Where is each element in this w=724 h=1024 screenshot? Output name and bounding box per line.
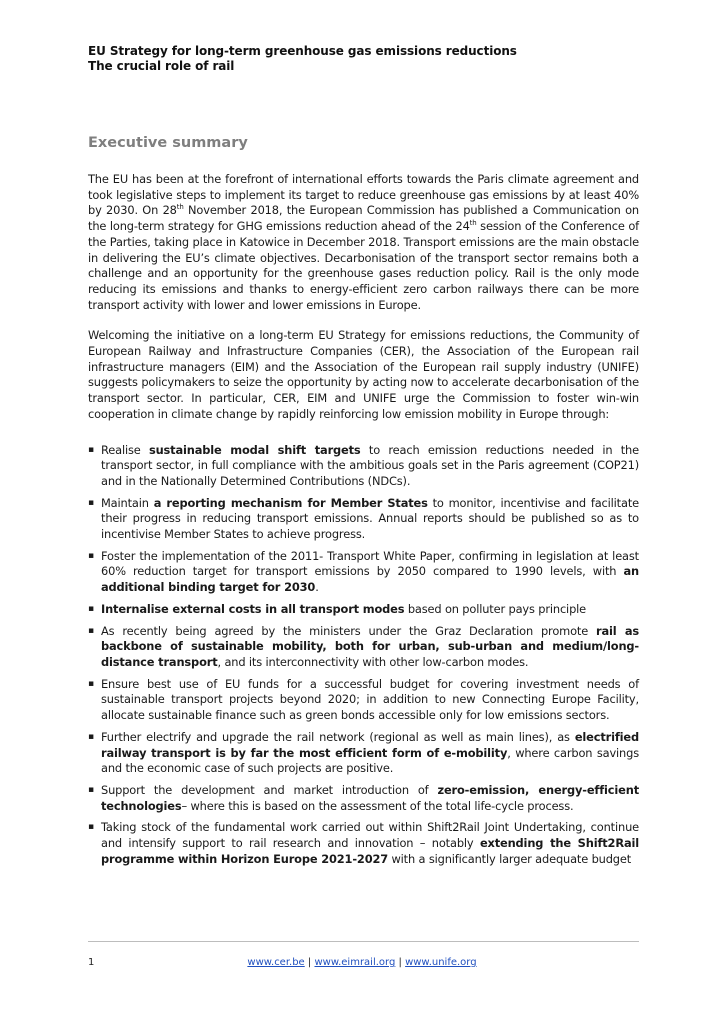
bullet-marker: ▪ [88, 784, 94, 795]
footer-divider [88, 941, 639, 942]
item-text: Taking stock of the fundamental work carried out within Shift2Rail Joint Undertaking, continue and intensify support to rail research and innovation – notably [101, 820, 639, 851]
document-page [88, 44, 639, 873]
item-text: to monitor, incentivise and facilitate their progress in reducing transport emissions. Annual reports should be published so as to incentivise Member States to achieve progress. [101, 495, 640, 542]
item-bold-text: zero-emission, energy-efficient technologies [101, 782, 639, 813]
list-item [88, 549, 639, 596]
item-bold-text: sustainable modal shift targets [148, 442, 361, 457]
item-text: . [315, 580, 319, 595]
bullet-marker: ▪ [88, 603, 94, 614]
item-text: , and its interconnectivity with other low-carbon modes. [217, 654, 529, 669]
superscript-th-1: th [176, 203, 184, 212]
list-item [88, 677, 639, 724]
item-text: Realise [101, 442, 149, 457]
item-text: As recently being agreed by the ministers under the Graz Declaration promote [101, 623, 597, 638]
cer-link[interactable]: www.cer.be [247, 957, 305, 968]
document-title-line-1: EU Strategy for long-term greenhouse gas emissions reductions [88, 44, 517, 58]
bullet-marker: ▪ [88, 731, 94, 742]
item-text: – where this is based on the assessment of the total life-cycle process. [181, 798, 574, 813]
list-item [88, 820, 639, 867]
document-title-line-2: The crucial role of rail [88, 59, 235, 73]
superscript-th-2: th [469, 219, 477, 228]
recommendations-list [88, 443, 639, 868]
item-text: Maintain [101, 495, 154, 510]
list-item [88, 783, 639, 814]
bullet-marker: ▪ [88, 822, 94, 833]
intro-text-part-2: November 2018, the European Commission has published a Communication on the long-term strategy for GHG emissions reduction ahead of the 24 [88, 203, 639, 234]
item-bold-text: electrified railway transport is by far the most efficient form of e-mobility [101, 729, 639, 760]
welcome-paragraph: Welcoming the initiative on a long-term EU Strategy for emissions reductions, the Community of European Railway and Infrastructure Companies (CER), the Association of the European rail infrastructure managers (EIM) and the Association of the European rail supply industry (UNIFE) suggests policymakers to seize the opportunity by acting now to accelerate decarbonisation of the transport sector. In particular, CER, EIM and UNIFE urge the Commission to foster win-win cooperation in climate change by rapidly reinforcing low emission mobility in Europe through: [88, 328, 639, 421]
intro-text-part-1: The EU has been at the forefront of international efforts towards the Paris climate agreement and took legislative steps to implement its target to reduce greenhouse gas emissions by at least 40% by 2030. On 28 [88, 172, 639, 218]
item-text: Support the development and market introduction of [101, 782, 438, 797]
list-item [88, 443, 639, 490]
item-text: based on polluter pays principle [404, 601, 587, 616]
list-item [88, 602, 639, 618]
intro-paragraph [88, 172, 639, 313]
executive-summary-heading: Executive summary [88, 135, 248, 151]
item-text: Foster the implementation of the 2011- Transport White Paper, confirming in legislation at least 60% reduction target for transport emissions by 2050 compared to 1990 levels, with [101, 548, 639, 579]
unife-link[interactable]: www.unife.org [405, 957, 477, 968]
list-item [88, 496, 639, 543]
list-item [88, 624, 639, 671]
link-separator: | [307, 957, 312, 968]
bullet-marker: ▪ [88, 625, 94, 636]
item-text: , where carbon savings and the economic case of such projects are positive. [101, 745, 639, 776]
item-text: Further electrify and upgrade the rail network (regional as well as main lines), as [101, 729, 575, 744]
item-text: with a significantly larger adequate budget [388, 851, 632, 866]
item-bold-text: Internalise external costs in all transport modes [101, 601, 405, 616]
item-text: Ensure best use of EU funds for a successful budget for covering investment needs of sustainable transport projects beyond 2020; in addition to new Connecting Europe Facility, allocate sustainable finance such as green bonds accessible only for low emissions sectors. [101, 676, 639, 723]
item-bold-text: a reporting mechanism for Member States [153, 495, 428, 510]
bullet-marker: ▪ [88, 497, 94, 508]
list-item [88, 730, 639, 777]
item-text: to reach emission reductions needed in the transport sector, in full compliance with the ambitious goals set in the Paris agreement (COP21) and in the Nationally Determined Contributions (NDCs). [101, 442, 639, 488]
link-separator: | [398, 957, 402, 968]
bullet-marker: ▪ [88, 550, 94, 561]
bullet-marker: ▪ [88, 444, 94, 455]
item-bold-text: rail as backbone of sustainable mobility, both for urban, sub-urban and medium/long-distance transport [101, 623, 639, 669]
eimrail-link[interactable]: www.eimrail.org [314, 957, 396, 968]
item-bold-text: an additional binding target for 2030 [101, 564, 639, 595]
page-number: 1 [88, 957, 95, 968]
intro-text-part-3: session of the Conference of the Parties, taking place in Katowice in December 2018. Transport emissions are the main obstacle in delivering the EU’s climate objectives. Decarbonisation of the transport sector remains both a challenge and an opportunity for the greenhouse gases reduction policy. Rail is the only mode reducing its emissions and thanks to energy-efficient zero carbon railways there can be more transport activity with lower and lower emissions in Europe. [88, 219, 639, 312]
footer-links [0, 957, 724, 969]
bullet-marker: ▪ [88, 678, 94, 689]
item-bold-text: extending the Shift2Rail programme within Horizon Europe 2021-2027 [101, 836, 639, 866]
